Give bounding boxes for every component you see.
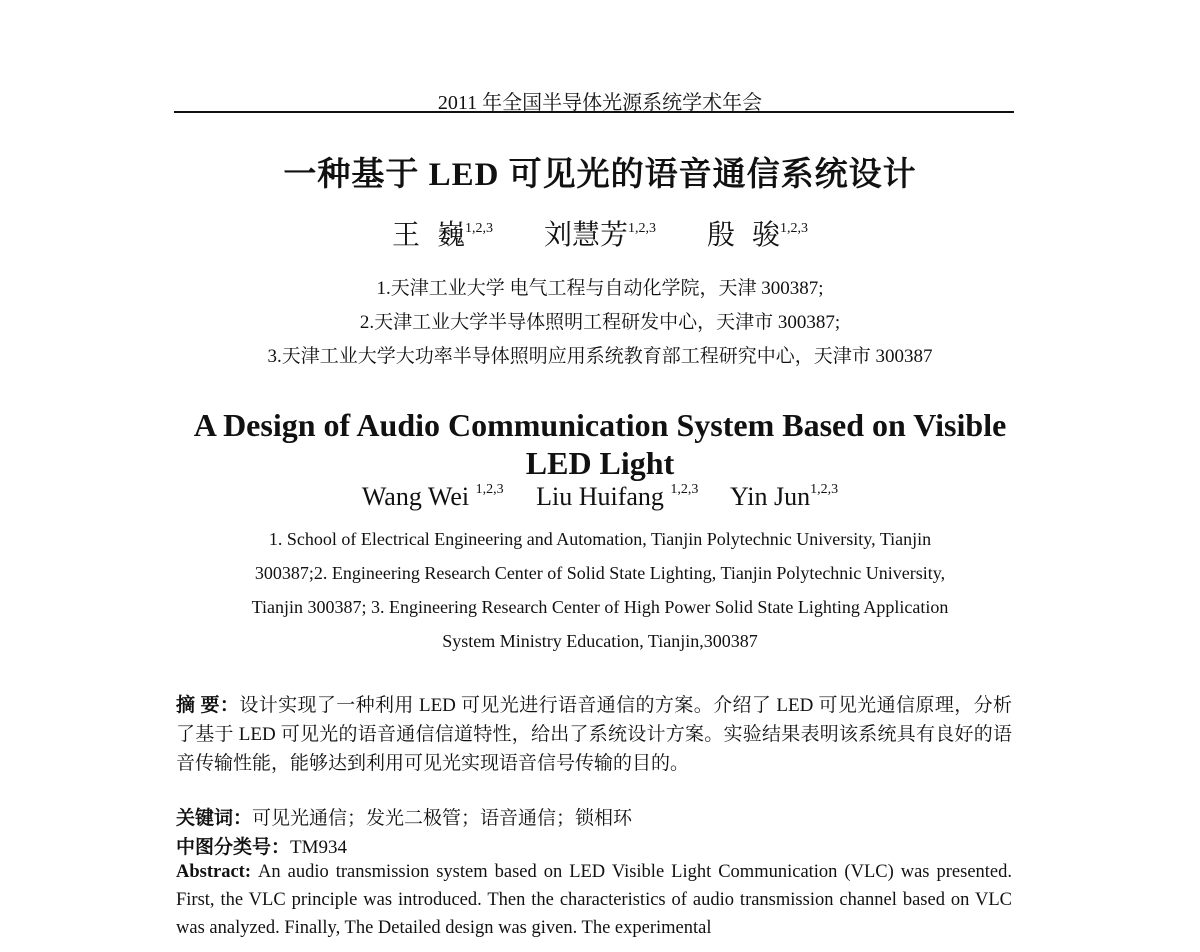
abstract-en-label: Abstract: [176, 862, 252, 882]
keywords-label: 关键词： [176, 808, 253, 829]
title-english-line-1: A Design of Audio Communication System Based on Visible [193, 407, 1007, 443]
abstract-en-text: An audio transmission system based on LED Visible Light Communication (VLC) was presented. First, the VLC principle was introduced. Then the characteristics of audio transmission channel based on VLC was analyzed. Finally, The Detailed design was given. The experimental [176, 862, 1013, 938]
abstract-cn-label: 摘 要： [176, 695, 240, 716]
author-cn-1-affiliation: 1,2,3 [464, 220, 493, 236]
header-rule [174, 111, 1014, 113]
title-english [0, 406, 1200, 482]
author-cn-1: 王 巍 [391, 220, 465, 251]
classification-text: TM934 [290, 837, 348, 858]
abstract-chinese [176, 691, 1012, 778]
author-en-3-affiliation: 1,2,3 [810, 482, 839, 498]
keywords [176, 804, 1012, 833]
affiliation-en-line-2: 300387;2. Engineering Research Center of Solid State Lighting, Tianjin Polytechnic University, [254, 563, 946, 583]
affiliation-en-line-3: Tianjin 300387; 3. Engineering Research Center of High Power Solid State Lighting Application [251, 597, 949, 617]
classification-label: 中图分类号： [176, 837, 291, 858]
authors-chinese [0, 213, 1200, 253]
author-cn-2: 刘慧芳 [543, 220, 628, 251]
keywords-text: 可见光通信；发光二极管；语音通信；锁相环 [252, 808, 633, 829]
author-cn-3: 殷 骏 [707, 220, 781, 251]
abstract-cn-text: 设计实现了一种利用 LED 可见光进行语音通信的方案。介绍了 LED 可见光通信原理，分析了基于 LED 可见光的语音通信信道特性，给出了系统设计方案。实验结果表明该系统具有良好的语音传输性能，能够达到利用可见光实现语音信号传输的目的。 [176, 695, 1012, 774]
affiliation-cn-3: 3.天津工业大学大功率半导体照明应用系统教育部工程研究中心，天津市 300387 [267, 346, 933, 367]
authors-english [0, 482, 1200, 512]
affiliation-cn-2: 2.天津工业大学半导体照明工程研发中心，天津市 300387; [359, 312, 841, 333]
author-en-1-affiliation: 1,2,3 [475, 482, 504, 498]
title-chinese: 一种基于 LED 可见光的语音通信系统设计 [283, 157, 917, 193]
affiliation-cn-1: 1.天津工业大学 电气工程与自动化学院，天津 300387; [376, 278, 824, 299]
author-en-3: Yin Jun [729, 482, 811, 511]
author-cn-3-affiliation: 1,2,3 [780, 220, 809, 236]
affiliations-english [178, 522, 1022, 658]
affiliation-en-line-1: 1. School of Electrical Engineering and Automation, Tianjin Polytechnic University, Tianjin [268, 529, 932, 549]
abstract-english [176, 858, 1012, 942]
conference-header: 2011 年全国半导体光源系统学术年会 [437, 92, 763, 114]
title-english-line-2: LED Light [525, 445, 675, 481]
author-en-1: Wang Wei [361, 482, 470, 511]
author-cn-2-affiliation: 1,2,3 [628, 220, 656, 236]
affiliation-en-line-4: System Ministry Education, Tianjin,300387 [442, 631, 758, 651]
author-en-2-affiliation: 1,2,3 [670, 482, 699, 498]
author-en-2: Liu Huifang [536, 482, 664, 511]
